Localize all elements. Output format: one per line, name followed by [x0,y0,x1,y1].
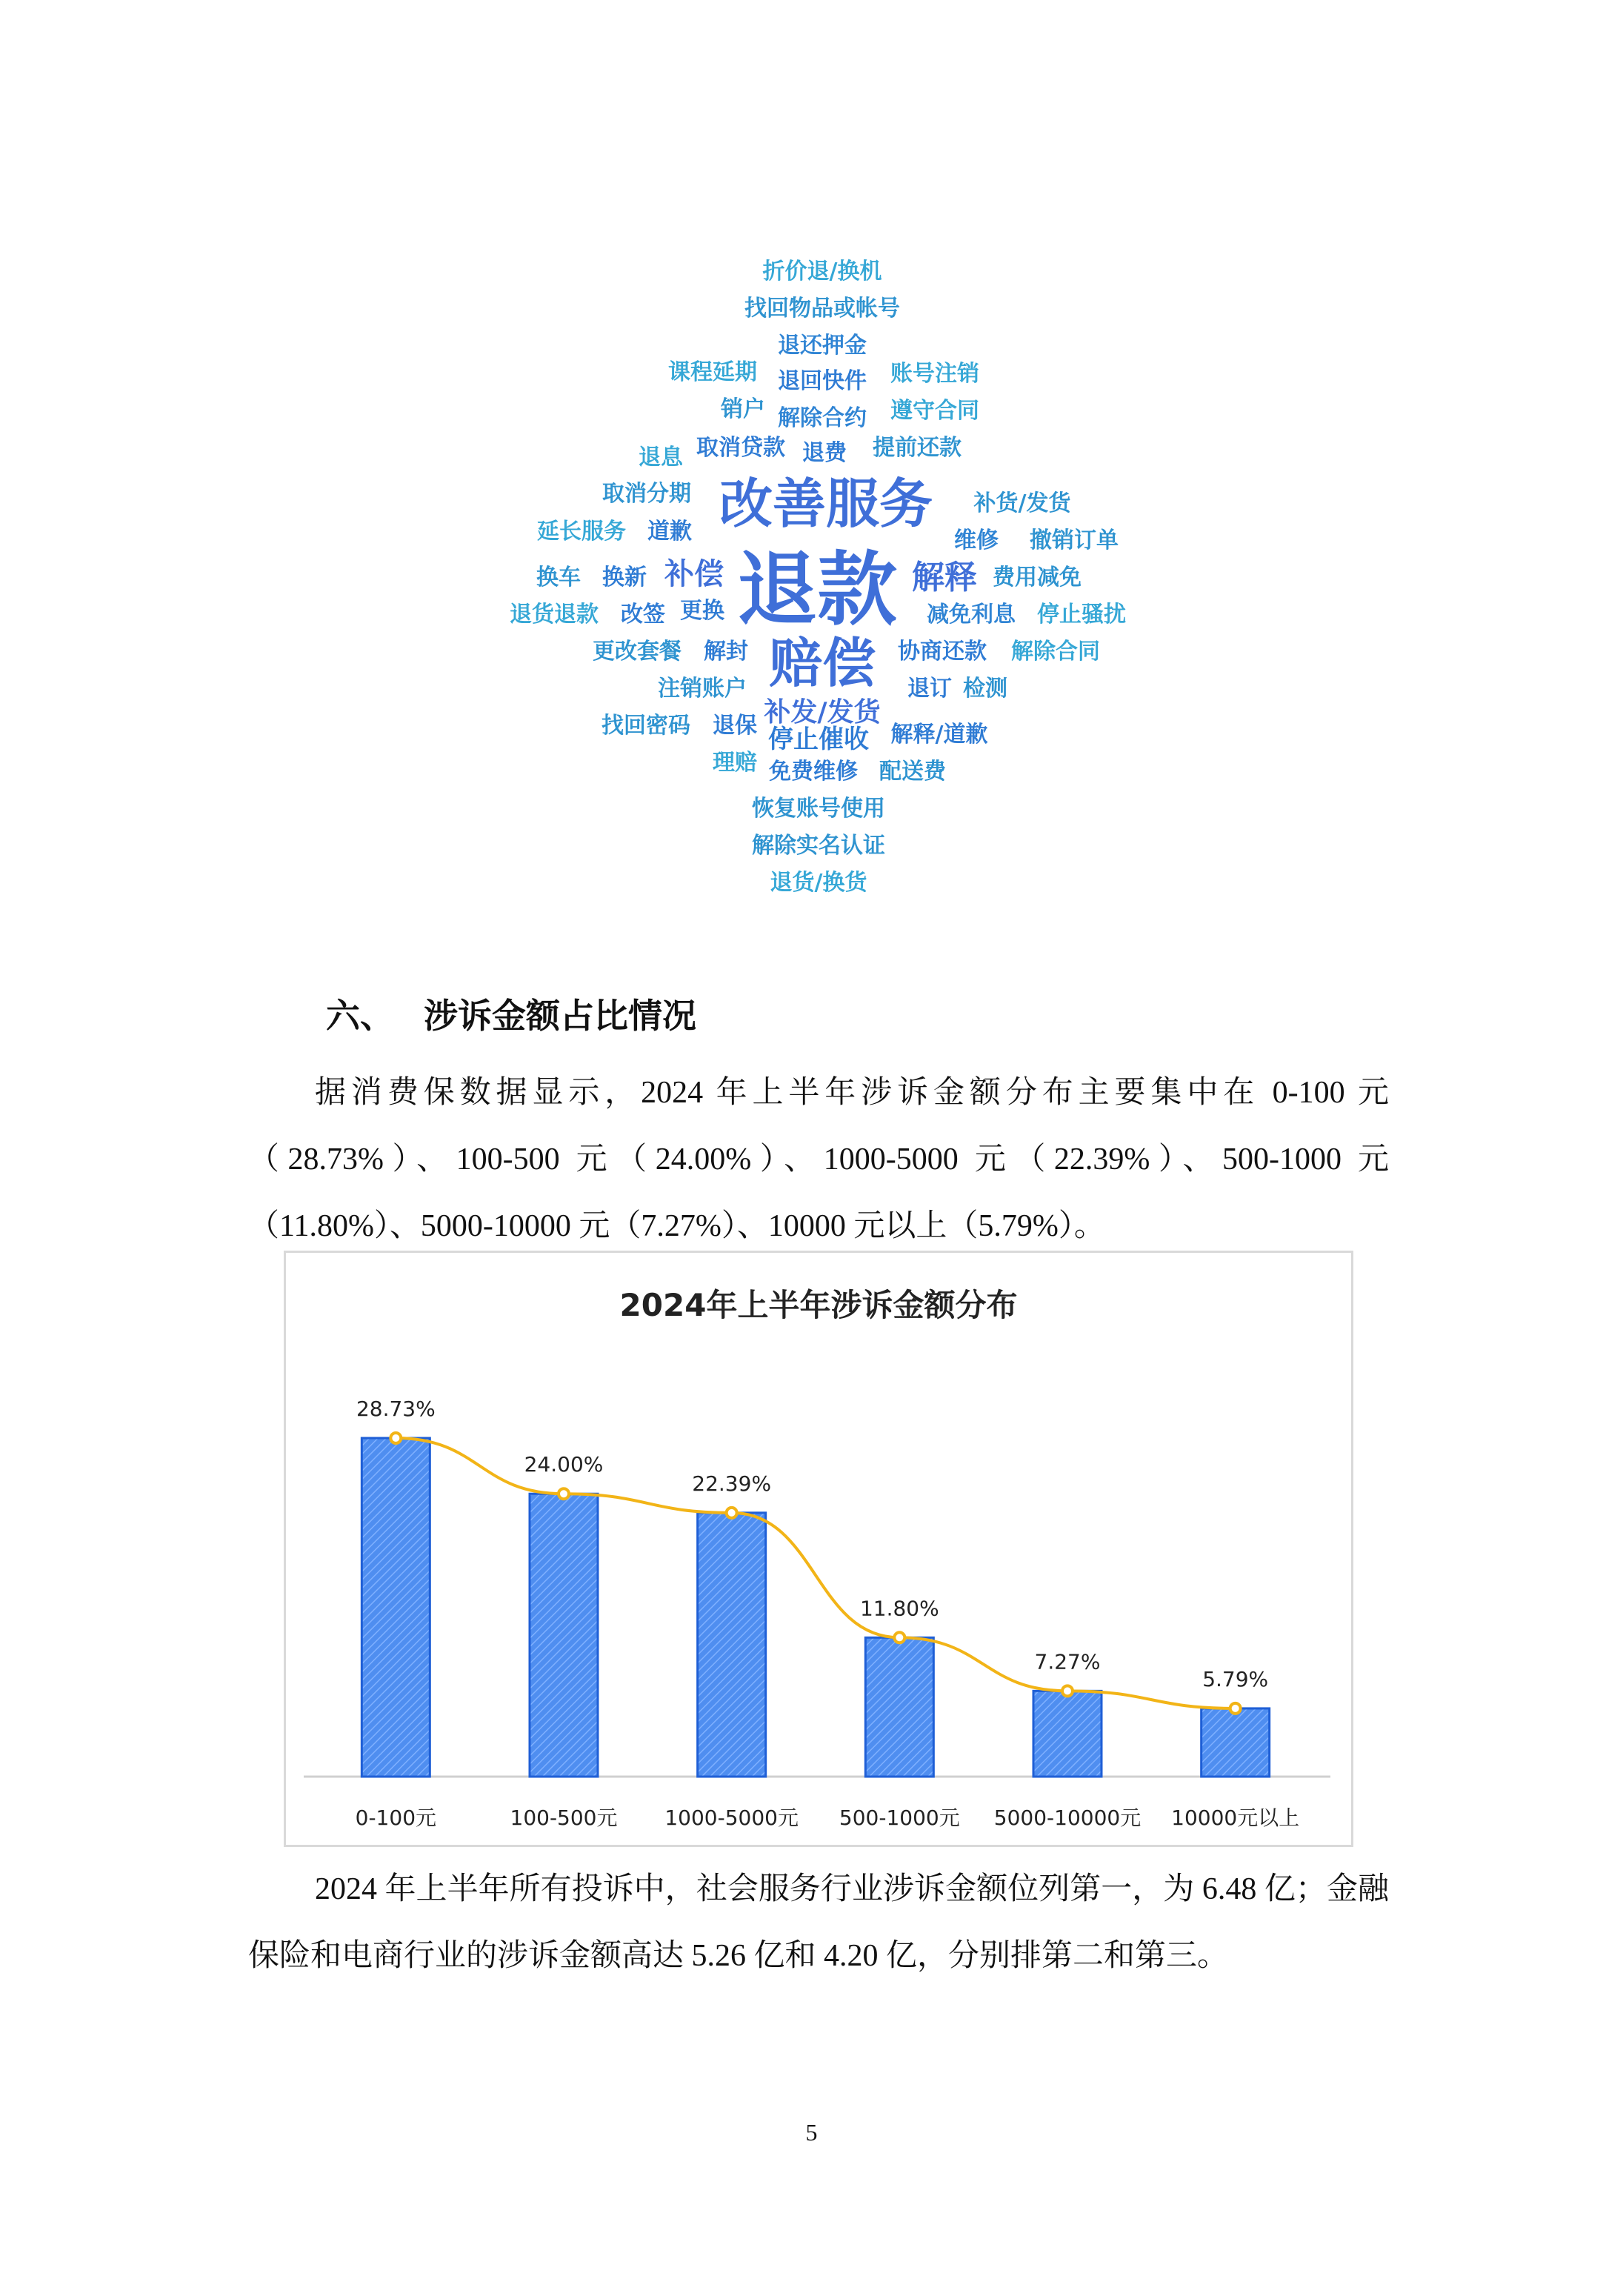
trend-point [727,1508,737,1518]
bar [865,1637,933,1777]
trend-point [894,1632,904,1643]
chart-svg [286,1253,1351,1845]
category-label: 0-100元 [355,1806,437,1830]
trend-line [396,1438,1235,1708]
word-cloud-word: 退货/换货 [770,870,867,896]
word-cloud-word: 退订 [907,676,952,702]
category-label: 100-500元 [510,1806,618,1830]
data-label: 22.39% [692,1471,772,1496]
word-cloud-word: 配送费 [879,759,946,785]
word-cloud-word: 解释/道歉 [890,722,988,748]
word-cloud-word: 停止骚扰 [1037,602,1126,628]
word-cloud-word: 注销账户 [658,676,747,702]
word-cloud-word: 退费 [802,440,847,466]
word-cloud-word: 延长服务 [537,519,626,545]
data-label: 28.73% [356,1397,436,1421]
trend-point [1062,1686,1073,1696]
word-cloud-word: 补货/发货 [973,490,1071,516]
paragraph-industry-amounts: 2024 年上半年所有投诉中，社会服务行业涉诉金额位列第一，为 6.48 亿；金融保险和电商行业的涉诉金额高达 5.26 亿和 4.20 亿，分别排第二和第三。 [248,1872,1389,1973]
word-cloud-word: 退款 [736,544,898,636]
word-cloud-word: 费用减免 [993,565,1082,590]
word-cloud-word: 取消贷款 [696,435,785,461]
word-cloud-word: 维修 [954,528,999,553]
word-cloud-word: 补偿 [664,557,724,591]
word-cloud-word: 恢复账号使用 [752,796,885,822]
word-cloud-word: 退保 [713,713,757,739]
word-cloud-word: 停止催收 [768,725,869,754]
word-cloud-word: 换新 [602,565,647,590]
bar [698,1513,766,1777]
word-cloud-word: 遵守合同 [890,398,979,424]
data-label: 11.80% [859,1596,939,1621]
word-cloud-word: 账号注销 [890,361,979,387]
trend-point [390,1433,401,1443]
word-cloud-word: 减免利息 [927,602,1016,628]
bar [1202,1708,1270,1777]
word-cloud-word: 撤销订单 [1030,528,1119,553]
word-cloud-word: 赔偿 [768,632,876,694]
data-label: 24.00% [524,1452,604,1477]
section-number: 六、 [326,996,394,1036]
category-label: 5000-10000元 [993,1806,1142,1830]
word-cloud-word: 免费维修 [769,759,858,785]
word-cloud-word: 检测 [963,676,1007,702]
section-title: 涉诉金额占比情况 [424,996,696,1036]
word-cloud-word: 解除合同 [1011,639,1100,665]
word-cloud-word: 换车 [536,565,581,590]
word-cloud-word: 道歉 [647,519,692,545]
word-cloud-word: 解释 [912,559,977,596]
word-cloud-word: 更换 [680,598,724,624]
category-label: 10000元以上 [1171,1806,1300,1830]
trend-point [1230,1703,1241,1714]
word-cloud-word: 销户 [721,396,765,422]
bar [361,1438,430,1777]
category-label: 500-1000元 [839,1806,960,1830]
chart-title: 2024年上半年涉诉金额分布 [619,1287,1018,1323]
paragraph-amount-distribution: 据消费保数据显示，2024 年上半年涉诉金额分布主要集中在 0-100 元（28.73%）、100-500 元（24.00%）、1000-5000 元（22.39%）、500-1000 元（11.80%）、5000-10000 元（7.27%）、10000 元以上（5.79%）。 [248,1076,1389,1243]
word-cloud [0,222,1623,934]
amount-distribution-chart [284,1251,1353,1847]
word-cloud-word: 取消分期 [602,481,691,507]
word-cloud-word: 理赔 [713,750,757,776]
word-cloud-word: 课程延期 [668,359,757,385]
bar [1033,1691,1102,1777]
word-cloud-word: 解除实名认证 [752,833,885,859]
word-cloud-word: 更改套餐 [593,639,681,665]
word-cloud-word: 退货退款 [510,602,599,628]
word-cloud-word: 协商还款 [898,639,987,665]
word-cloud-word: 找回物品或帐号 [744,296,900,322]
page-number: 5 [805,2119,818,2146]
word-cloud-word: 退还押金 [778,333,867,359]
word-cloud-word: 折价退/换机 [762,259,882,284]
category-label: 1000-5000元 [664,1806,799,1830]
word-cloud-word: 改善服务 [719,473,933,535]
data-label: 5.79% [1202,1666,1269,1691]
word-cloud-word: 退息 [639,445,683,470]
section-heading [326,989,696,1038]
word-cloud-word: 找回密码 [601,713,690,739]
word-cloud-word: 提前还款 [873,435,962,461]
bar [530,1494,598,1777]
word-cloud-word: 退回快件 [778,368,867,394]
word-cloud-word: 改签 [621,602,665,628]
trend-point [559,1488,569,1499]
word-cloud-word: 补发/发货 [764,697,881,728]
data-label: 7.27% [1034,1649,1101,1674]
word-cloud-word: 解封 [704,639,748,665]
word-cloud-word: 解除合约 [778,405,867,431]
